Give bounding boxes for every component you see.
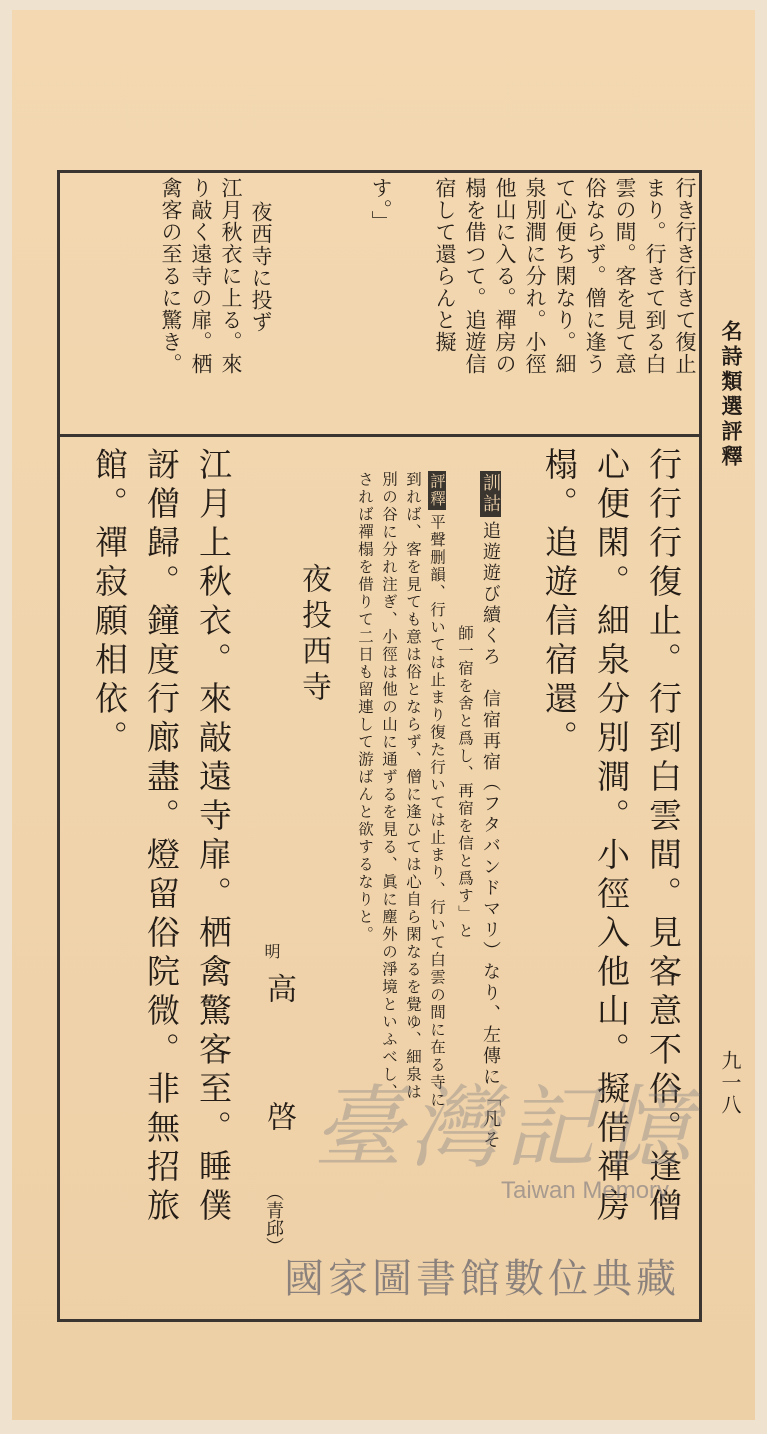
upper-reading-line: 禽客の至るに驚き。: [159, 177, 183, 375]
poem-line: 心便閑。細泉分別澗。小徑入他山。擬借禪房: [592, 447, 631, 1227]
upper-reading-line: 宿して還らんと擬: [433, 177, 457, 353]
commentary-tag: 評釋: [428, 473, 446, 508]
poem2-author-style: （青邱）: [263, 1183, 284, 1255]
frame-divider: [60, 434, 699, 437]
text-frame: [57, 170, 702, 1322]
running-head-title: 名詩類選評釋: [719, 320, 744, 470]
poem-line: 館。禪寂願相依。: [90, 447, 129, 759]
upper-reading-line: 泉別澗に分れ。小徑: [523, 177, 547, 375]
commentary-line: 平聲删韻、行いては止まり復た行いては止まり、行いて白雲の間に在る寺に: [428, 514, 446, 1109]
poem-line: 訝僧歸。鐘度行廊盡。燈留俗院微。非無招旅: [142, 447, 181, 1227]
upper-poem-title: 夜西寺に投ず: [249, 201, 273, 333]
annotation-line: 師一宿を舍と爲し、再宿を信と爲す」と: [456, 625, 474, 940]
upper-reading-line: 雲の間。客を見て意: [613, 177, 637, 375]
annotation-block: [480, 471, 500, 1151]
commentary-line: 別の谷に分れ注ぎ、小徑は他の山に通ずるを見る、眞に塵外の淨境といふべし、: [380, 471, 398, 1101]
upper-reading-line: 江月秋衣に上る。來: [219, 177, 243, 375]
upper-reading-line: 榻を借つて。追遊信: [463, 177, 487, 375]
annotation-line: 追遊遊び續くろ 信宿再宿（フタバンドマリ）なり、左傳に「凡そ: [480, 521, 501, 1151]
upper-reading-line: り敲く遠寺の扉。栖: [189, 177, 213, 375]
poem-line: 榻。追遊信宿還。: [540, 447, 579, 759]
upper-reading-line: 他山に入る。禪房の: [493, 177, 517, 375]
upper-reading-line: す。」: [369, 177, 393, 233]
poem-line: 行行行復止。行到白雲間。見客意不俗。逢僧: [644, 447, 683, 1227]
page-number: 九一八: [718, 1050, 742, 1116]
annotation-tag: 訓詁: [480, 473, 501, 515]
poem2-author-name: 高 啓: [261, 973, 296, 1133]
upper-reading-line: まり。行きて到る白: [643, 177, 667, 375]
upper-reading-line: 俗ならず。僧に逢う: [583, 177, 607, 375]
upper-reading-line: 行き行き行きて復止: [673, 177, 697, 375]
commentary-line: されば禪榻を借りて二日も留連して游ばんと欲するなりと。: [356, 471, 374, 944]
poem2-author-era: 明: [262, 943, 281, 959]
watermark-brush-text: 臺灣記憶: [313, 1076, 697, 1181]
poem2-title: 夜投西寺: [296, 563, 331, 707]
book-page: [12, 10, 755, 1420]
poem-line: 江月上秋衣。來敲遠寺扉。栖禽驚客至。睡僕: [194, 447, 233, 1227]
commentary-block: [428, 471, 446, 1109]
upper-reading-line: て心便ち閑なり。細: [553, 177, 577, 375]
commentary-line: 到れば、客を見ても意は俗とならず、僧に逢ひては心自ら閑なるを覺ゆ、細泉は: [404, 471, 422, 1101]
watermark-library-text: 國家圖書館數位典藏: [284, 1257, 680, 1301]
watermark-latin-text: Taiwan Memory: [501, 1177, 670, 1204]
